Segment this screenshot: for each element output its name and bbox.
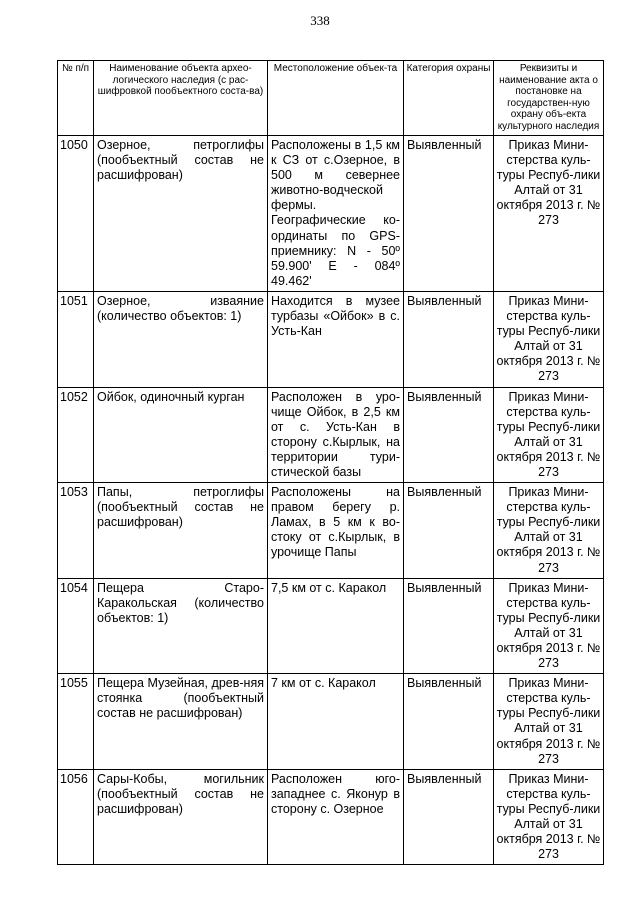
- object-name: Пещера Музейная, древ-няя стоянка (пообъектный состав не расшифрован): [94, 674, 268, 770]
- object-location: Расположен в уро-чище Ойбок, в 2,5 км от с. Усть-Кан в сторону с.Кырлык, на территории тури-стической базы: [268, 387, 404, 483]
- table-row: [58, 387, 604, 483]
- header-number: № п/п: [58, 61, 94, 136]
- row-number: 1053: [58, 483, 94, 579]
- protection-category: Выявленный: [404, 674, 494, 770]
- act-requisites: Приказ Мини-стерства куль-туры Респуб-лики Алтай от 31 октября 2013 г. № 273: [494, 769, 604, 865]
- act-requisites: Приказ Мини-стерства куль-туры Респуб-лики Алтай от 31 октября 2013 г. № 273: [494, 136, 604, 292]
- table-row: [58, 578, 604, 674]
- page-number: 338: [310, 13, 330, 28]
- header-protection-category: Категория охраны: [404, 61, 494, 136]
- object-name: Папы, петроглифы (пообъектный состав не расшифрован): [94, 483, 268, 579]
- object-name: Озерное, петроглифы (пообъектный состав не расшифрован): [94, 136, 268, 292]
- object-location: Расположены на правом берегу р. Ламах, в 5 км к во-стоку от с.Кырлык, в урочище Папы: [268, 483, 404, 579]
- object-name: Озерное, изваяние (количество объектов: 1): [94, 291, 268, 387]
- object-location: Находится в музее турбазы «Ойбок» в с. Усть-Кан: [268, 291, 404, 387]
- table-row: [58, 769, 604, 865]
- header-location: Местоположение объек-та: [268, 61, 404, 136]
- act-requisites: Приказ Мини-стерства куль-туры Респуб-лики Алтай от 31 октября 2013 г. № 273: [494, 674, 604, 770]
- table-row: [58, 291, 604, 387]
- protection-category: Выявленный: [404, 291, 494, 387]
- act-requisites: Приказ Мини-стерства куль-туры Респуб-лики Алтай от 31 октября 2013 г. № 273: [494, 483, 604, 579]
- header-object-name: Наименование объекта архео-логического наследия (с рас-шифровкой пообъектного соста-ва): [94, 61, 268, 136]
- object-location: Расположены в 1,5 км к СЗ от с.Озерное, в 500 м севернее животно-водческой фермы. Географические ко-ординаты по GPS-приемнику: N - 50º 59.900' Е - 084º 49.462': [268, 136, 404, 292]
- protection-category: Выявленный: [404, 387, 494, 483]
- table-row: [58, 483, 604, 579]
- object-name: Пещера Старо-Каракольская (количество объектов: 1): [94, 578, 268, 674]
- object-location: 7 км от с. Каракол: [268, 674, 404, 770]
- protection-category: Выявленный: [404, 483, 494, 579]
- row-number: 1055: [58, 674, 94, 770]
- act-requisites: Приказ Мини-стерства куль-туры Респуб-лики Алтай от 31 октября 2013 г. № 273: [494, 291, 604, 387]
- object-name: Сары-Кобы, могильник (пообъектный состав не расшифрован): [94, 769, 268, 865]
- act-requisites: Приказ Мини-стерства куль-туры Респуб-лики Алтай от 31 октября 2013 г. № 273: [494, 578, 604, 674]
- act-requisites: Приказ Мини-стерства куль-туры Респуб-лики Алтай от 31 октября 2013 г. № 273: [494, 387, 604, 483]
- header-act-requisites: Реквизиты и наименование акта о постановке на государствен-ную охрану объ-екта культурного наследия: [494, 61, 604, 136]
- heritage-objects-table: [57, 60, 604, 865]
- object-location: Расположен юго-западнее с. Яконур в сторону с. Озерное: [268, 769, 404, 865]
- row-number: 1054: [58, 578, 94, 674]
- table-row: [58, 674, 604, 770]
- row-number: 1050: [58, 136, 94, 292]
- table-row: [58, 136, 604, 292]
- protection-category: Выявленный: [404, 769, 494, 865]
- object-name: Ойбок, одиночный курган: [94, 387, 268, 483]
- protection-category: Выявленный: [404, 578, 494, 674]
- object-location: 7,5 км от с. Каракол: [268, 578, 404, 674]
- table-header-row: [58, 61, 604, 136]
- row-number: 1051: [58, 291, 94, 387]
- row-number: 1052: [58, 387, 94, 483]
- protection-category: Выявленный: [404, 136, 494, 292]
- row-number: 1056: [58, 769, 94, 865]
